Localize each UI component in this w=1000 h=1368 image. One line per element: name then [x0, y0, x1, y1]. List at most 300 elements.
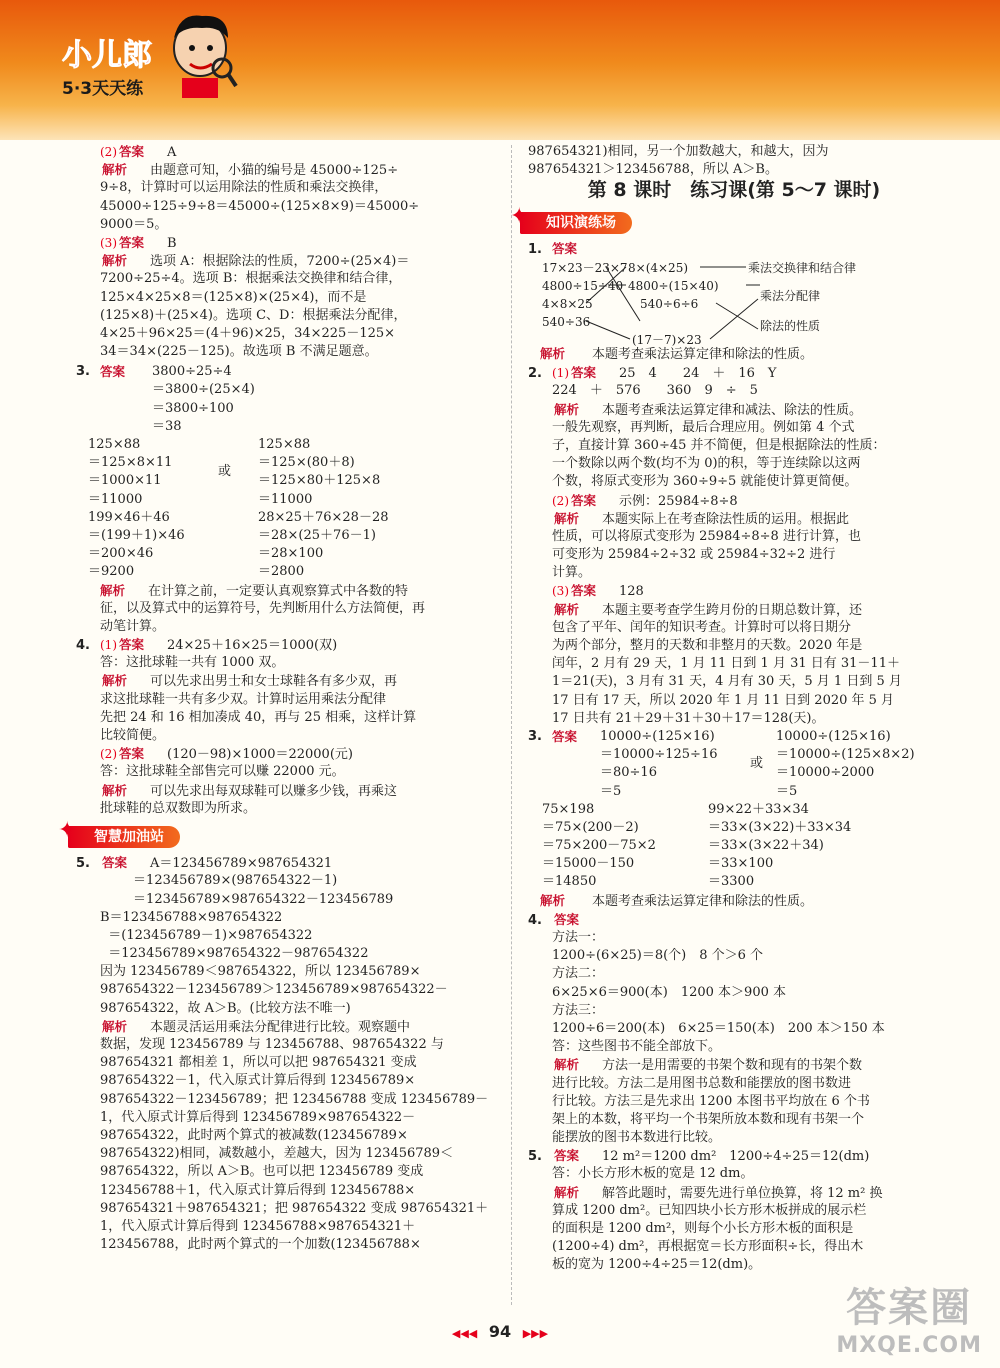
text-line — [76, 709, 498, 727]
calc-block — [542, 801, 708, 892]
answer-tag: 答案 — [571, 492, 597, 508]
text-line — [528, 655, 940, 673]
star-icon: ✦ — [510, 203, 529, 229]
text-line — [528, 637, 940, 655]
calc-line: ＝28×(25＋76－1) — [258, 527, 376, 543]
analysis — [100, 582, 498, 637]
line-text: 求这批球鞋一共有多少双。计算时运用乘法分配律 — [100, 691, 387, 707]
brand-logo — [62, 30, 152, 99]
answer-tag: 答案 — [119, 144, 145, 159]
calc-block — [708, 801, 851, 892]
text-line — [528, 364, 940, 382]
calc-line: 10000÷(125×16) — [600, 728, 715, 744]
sub-question-number: (1) — [100, 638, 117, 653]
text-line — [528, 492, 940, 510]
analysis-tag: 解析 — [554, 1057, 580, 1073]
expr-mid-2: 4800÷(15×40) — [628, 278, 719, 293]
line-text: 本题实际上在考查除法性质的运用。根据此 — [602, 511, 850, 527]
text-line — [76, 1036, 498, 1054]
line-text: 解答此题时，需要先进行单位换算，将 12 m² 换 — [602, 1185, 883, 1201]
text-line — [528, 1075, 940, 1093]
text-line — [528, 619, 940, 637]
line-text: ＝123456789×(987654322－1) — [100, 873, 338, 889]
answer-tag: 答案 — [571, 583, 597, 599]
text-line — [528, 1238, 940, 1256]
line-text: 计算。 — [552, 565, 592, 581]
line-text: 1＝21(天)，3 月有 31 天，4 月有 30 天，5 月 1 日到 5 月 — [552, 674, 902, 690]
calc-block — [258, 436, 380, 509]
text-line — [76, 745, 498, 763]
line-text: 1200÷(6×25)＝8(个) 8 个＞6 个 — [552, 948, 764, 964]
text-line — [76, 1236, 498, 1254]
lesson-title: 第 8 课时 练习课(第 5～7 课时) — [587, 179, 881, 202]
analysis-tag: 解析 — [102, 253, 128, 269]
calc-block — [88, 436, 218, 509]
calc-line: ＝5 — [776, 783, 798, 799]
calc-block — [776, 728, 915, 801]
line-text: 125×4×25×8＝(125×8)×(25×4)，而不是 — [100, 289, 367, 305]
line-text: 答：这批球鞋一共有 1000 双。 — [100, 655, 285, 671]
calc-line: 3800÷25÷4 — [152, 364, 232, 380]
text-line — [76, 1072, 498, 1090]
text-line — [528, 1111, 940, 1129]
expr-mid-4: (17－7)×23 — [632, 332, 702, 347]
line-text: 批球鞋的总双数即为所求。 — [100, 800, 257, 816]
text-line — [528, 929, 940, 947]
text-line — [528, 546, 940, 564]
line-text: ＝(123456789－1)×987654322 — [100, 927, 313, 943]
calc-line: ＝80÷16 — [600, 765, 657, 781]
text-line — [76, 927, 498, 945]
calc-block — [600, 728, 750, 801]
sub-question-number: (2) — [552, 493, 569, 508]
text-line — [528, 582, 940, 600]
expr-left-4: 540÷36 — [542, 314, 591, 329]
line-text: 个数，将原式变形为 360÷9÷5 就能使计算更简便。 — [552, 474, 858, 490]
calc-line: ＝3800÷(25×4) — [152, 382, 255, 398]
line-text: 1，代入原式计算后得到 123456788×987654321＋ — [100, 1218, 416, 1234]
line-text: 征，以及算式中的运算符号，先判断用什么方法简便，再 — [100, 600, 426, 616]
or-label: 或 — [218, 464, 232, 480]
column-divider — [511, 145, 512, 1305]
line-text: 示例：25984÷8÷8 — [619, 493, 738, 509]
line-text: A＝123456789×987654321 — [150, 856, 333, 872]
line-text: 24×25＋16×25＝1000(双) — [167, 638, 338, 654]
text-line — [528, 1038, 940, 1056]
calc-line: ＝75×200－75×2 — [542, 838, 656, 854]
line-text: 答：这些图书不能全部放下。 — [552, 1039, 722, 1055]
calc-line: ＝14850 — [542, 874, 597, 890]
text-line — [76, 1163, 498, 1181]
line-text: 987654322)相同，减数越小，差越大，因为 123456789＜ — [100, 1146, 454, 1162]
text-line — [528, 510, 940, 528]
text-line — [76, 872, 498, 890]
text-line — [528, 692, 940, 710]
calc-line: 987654321＞123456788，所以 A＞B。 — [528, 162, 778, 178]
text-line — [76, 1054, 498, 1072]
line-text: 987654321＋987654321；把 987654322 变成 987654321＋ — [100, 1200, 489, 1216]
line-text: 比较简便。 — [100, 728, 166, 743]
calc-line: ＝33×(3×22＋34) — [708, 838, 824, 854]
text-line — [528, 455, 940, 473]
text-line — [528, 984, 940, 1002]
line-text: 25 4 24 ＋ 16 Y — [619, 366, 777, 382]
question-number: 5. — [76, 856, 90, 872]
line-text: 方法二： — [552, 966, 605, 982]
text-line — [76, 216, 498, 234]
text-line — [76, 727, 498, 745]
law-label-1: 乘法交换律和结合律 — [748, 260, 857, 275]
line-text: 答：这批球鞋全部售完可以赚 22000 元。 — [100, 764, 345, 780]
question-4 — [528, 911, 940, 1147]
line-text: 方法一是用需要的书架个数和现有的书架个数 — [602, 1058, 863, 1074]
text-line — [76, 800, 498, 818]
analysis-tag: 解析 — [102, 673, 128, 689]
text-line — [76, 198, 498, 216]
answer-tag: 答案 — [119, 234, 145, 250]
calc-line: ＝1000×11 — [88, 473, 162, 489]
line-text: 34＝34×(225－125)。故选项 B 不满足题意。 — [100, 344, 378, 360]
calc-line: ＝3300 — [708, 874, 755, 890]
page-number: 94 — [488, 1322, 512, 1341]
calc-block — [88, 509, 258, 582]
line-text: 答：小长方形木板的宽是 12 dm。 — [552, 1166, 754, 1182]
text-line — [528, 965, 940, 983]
line-text: 的面积是 1200 dm²，则每个小长方形木板的面积是 — [552, 1221, 854, 1237]
line-text: (1200÷4) dm²，再根据宽＝长方形面积÷长，得出木 — [552, 1239, 864, 1255]
expr-left-2: 4800÷15÷40 — [542, 278, 624, 293]
text-line — [528, 1056, 940, 1074]
series-name: 5·3天天练 — [62, 79, 144, 99]
banner-label: 智慧加油站 — [94, 828, 164, 845]
calc-line: ＝33×100 — [708, 856, 774, 872]
line-text: (120－98)×1000＝22000(元) — [167, 747, 353, 763]
text-line — [76, 307, 498, 325]
expr-left-1: 17×23－23×7 — [542, 260, 628, 275]
text-line — [76, 782, 498, 800]
text-line — [528, 1220, 940, 1238]
watermark-text: 答案圈 — [846, 1285, 973, 1331]
calc-line: 75×198 — [542, 801, 595, 817]
text-line — [528, 382, 940, 400]
line-text: 由题意可知，小猫的编号是 45000÷125÷ — [150, 163, 399, 179]
answer-tag: 答案 — [102, 855, 128, 871]
text-line — [528, 1020, 940, 1038]
q2-continuation — [76, 143, 498, 361]
line-text: 能摆放的图书本数进行比较。 — [552, 1130, 722, 1146]
analysis-tag: 解析 — [102, 162, 128, 178]
expr-mid-1: 8×(4×25) — [628, 260, 689, 275]
text-line — [528, 710, 940, 728]
line-text: ＝123456789×987654322－123456789 — [100, 891, 394, 907]
text-line — [528, 911, 940, 929]
line-text: A — [167, 145, 177, 160]
line-text: ＝123456789×987654322－987654322 — [100, 946, 369, 962]
watermark — [836, 1276, 982, 1358]
sub-question-number: (3) — [552, 584, 569, 599]
text-line — [76, 981, 498, 999]
calc-line: 10000÷(125×16) — [776, 728, 891, 744]
text-line — [528, 1129, 940, 1147]
line-text: 224 ＋ 576 360 9 ÷ 5 — [552, 383, 758, 399]
text-line — [528, 419, 940, 437]
question-5 — [528, 1147, 940, 1274]
expr-mid-3: 540÷6÷6 — [640, 296, 699, 311]
line-text: 9÷8，计算时可以运用除法的性质和乘法交换律， — [100, 180, 388, 196]
question-number: 4. — [76, 638, 90, 654]
mascot-boy-icon — [162, 8, 240, 100]
text-line — [76, 1127, 498, 1145]
line-text: 进行比较。方法二是用图书总数和能摆放的图书数进 — [552, 1075, 852, 1091]
text-line — [528, 564, 940, 582]
star-icon: ✦ — [58, 817, 77, 843]
text-line — [528, 1256, 940, 1274]
q5-continuation — [528, 143, 940, 179]
text-line — [528, 673, 940, 691]
analysis-tag: 解析 — [554, 601, 580, 617]
calc-line: ＝10000÷125÷16 — [600, 747, 718, 763]
text-line — [76, 270, 498, 288]
line-text: 算成 1200 dm²。已知四块小长方形木板拼成的展示栏 — [552, 1202, 867, 1218]
text-line — [76, 1109, 498, 1127]
question-number: 3. — [76, 364, 90, 380]
text-line — [76, 143, 498, 161]
text-line — [528, 601, 940, 619]
matching-diagram — [528, 259, 928, 345]
line-text: 包含了平年、闰年的知识考查。计算时可以将日期分 — [552, 619, 852, 635]
line-text: 987654322－1，代入原式计算后得到 123456789× — [100, 1073, 416, 1089]
left-column — [58, 143, 498, 1254]
question-number: 4. — [528, 912, 542, 928]
text-line — [76, 1218, 498, 1236]
calc-line: ＝125×(80＋8) — [258, 455, 355, 471]
text-line — [76, 234, 498, 252]
calc-line: ＝200×46 — [88, 546, 154, 562]
calc-line: ＝11000 — [88, 491, 143, 507]
line-text: 数据，发现 123456789 与 123456788、987654322 与 — [100, 1037, 444, 1053]
text-line — [76, 1000, 498, 1018]
sub-question-number: (2) — [100, 747, 117, 762]
text-line — [76, 636, 498, 654]
question-5 — [76, 854, 498, 1254]
answer-tag: 答案 — [119, 637, 145, 653]
watermark-url: MXQE.COM — [836, 1333, 982, 1358]
calc-line: ＝28×100 — [258, 546, 324, 562]
line-text: 板的宽为 1200÷4÷25＝12(dm)。 — [552, 1257, 762, 1273]
brand-name: 小儿郎 — [62, 38, 152, 73]
line-text: 方法三： — [552, 1002, 605, 1018]
sub-question-number: (3) — [100, 235, 117, 250]
line-text: 可以先求出每双球鞋可以赚多少钱，再乘这 — [150, 783, 398, 799]
analysis-tag: 解析 — [102, 1018, 128, 1034]
answer-tag: 答案 — [554, 1148, 580, 1164]
text-line — [76, 854, 498, 872]
calc-line: ＝10000÷(125×8×2) — [776, 747, 915, 763]
section-banner-wisdom — [58, 817, 180, 848]
line-text: 在计算之前，一定要认真观察算式中各数的特 — [148, 583, 409, 599]
analysis-tag: 解析 — [102, 782, 128, 798]
line-text: 一个数除以两个数(均不为 0)的积，等于连续除以这两 — [552, 456, 861, 472]
line-text: 6×25×6＝900(本) 1200 本＞900 本 — [552, 984, 786, 1000]
calc-line: ＝33×(3×22)＋33×34 — [708, 819, 852, 835]
text-line — [76, 325, 498, 343]
text-line — [528, 1202, 940, 1220]
line-text: 4×25＋96×25＝(4＋96)×25，34×225－125× — [100, 325, 396, 341]
line-text: 本题主要考查学生跨月份的日期总数计算，还 — [602, 602, 863, 618]
calc-block — [258, 509, 389, 582]
law-label-2: 乘法分配律 — [760, 288, 821, 303]
line-text: 987654322，故 A＞B。(比较方法不唯一) — [100, 1000, 351, 1016]
line-text: 为两个部分，整月的天数和非整月的天数。2020 年是 — [552, 638, 863, 653]
calc-line: ＝38 — [152, 418, 182, 434]
right-column — [510, 143, 940, 1275]
calc-line: ＝3800÷100 — [152, 400, 234, 416]
text-line — [76, 1182, 498, 1200]
text-line — [76, 252, 498, 270]
line-text: 128 — [619, 584, 644, 600]
line-text: 动笔计算。 — [100, 618, 166, 634]
text-line — [76, 289, 498, 307]
text-line — [528, 1147, 940, 1165]
calc-line: ＝75×(200－2) — [542, 819, 639, 835]
expr-left-3: 4×8×25 — [542, 296, 593, 311]
text-line — [76, 945, 498, 963]
answer-tag: 答案 — [119, 746, 145, 762]
line-text: 因为 123456789＜987654322，所以 123456789× — [100, 964, 421, 980]
line-text: 987654322－123456789＞123456789×987654322－ — [100, 982, 448, 998]
text-line — [528, 437, 940, 455]
line-text: 17 日共有 21＋29＋31＋30＋17＝128(天)。 — [552, 710, 825, 726]
analysis-tag: 解析 — [554, 1184, 580, 1200]
calc-line: ＝11000 — [258, 491, 313, 507]
text-line — [76, 672, 498, 690]
calc-line: ＝2800 — [258, 564, 305, 580]
calc-line: ＝9200 — [88, 564, 135, 580]
line-text: 方法一： — [552, 930, 605, 946]
analysis-tag: 解析 — [100, 582, 126, 598]
text-line — [528, 1184, 940, 1202]
law-label-3: 除法的性质 — [760, 318, 821, 333]
analysis-tag: 解析 — [540, 345, 566, 361]
line-text: 987654321 都相差 1，所以可以把 987654321 变成 — [100, 1055, 417, 1071]
text-line — [528, 401, 940, 419]
right-arrows-icon: ▶▶▶ — [522, 1327, 549, 1340]
answer-tag: 答案 — [100, 364, 126, 380]
line-text: 可以先求出男士和女士球鞋各有多少双，再 — [150, 674, 398, 690]
left-arrows-icon: ◀◀◀ — [451, 1327, 478, 1340]
line-text: 17 日有 17 天，所以 2020 年 1 月 11 日到 2020 年 5 月 — [552, 692, 895, 708]
line-text: 1，代入原式计算后得到 123456789×987654322－ — [100, 1109, 416, 1125]
line-text: (125×8)＋(25×4)。选项 C、D：根据乘法分配律， — [100, 307, 407, 323]
calc-line: 987654321)相同，另一个加数越大，和越大，因为 — [528, 144, 829, 159]
question-2 — [528, 364, 940, 728]
line-text: B — [167, 235, 177, 251]
calc-line: 125×88 — [258, 437, 311, 452]
line-text: 选项 A：根据除法的性质，7200÷(25×4)＝ — [150, 254, 410, 270]
answer-tag: 答案 — [571, 365, 597, 381]
text-line — [76, 909, 498, 927]
text-line — [76, 654, 498, 672]
text-line — [76, 963, 498, 981]
calc-line: ＝125×80＋125×8 — [258, 473, 381, 489]
line-text: 闰年，2 月有 29 天，1 月 11 日到 1 月 31 日有 31－11＋ — [552, 656, 900, 672]
text-line — [528, 1165, 940, 1183]
analysis-text: 本题考查乘法运算定律和除法的性质。 — [592, 893, 814, 909]
answer-tag: 答案 — [552, 240, 578, 256]
calc-line: 199×46＋46 — [88, 509, 170, 525]
line-text: 987654322，此时两个算式的被减数(123456789× — [100, 1127, 408, 1143]
text-line — [76, 343, 498, 361]
text-line — [76, 1145, 498, 1163]
text-line — [76, 691, 498, 709]
text-line — [528, 528, 940, 546]
calc-line: ＝5 — [600, 783, 622, 799]
line-text: 本题考查乘法运算定律和减法、除法的性质。 — [602, 402, 863, 418]
answer-tag: 答案 — [552, 728, 578, 744]
analysis-tag: 解析 — [554, 401, 580, 417]
line-text: 987654322－123456789；把 123456788 变成 123456789－ — [100, 1091, 489, 1107]
line-text: 架上的本数，将平均一个书架所放本数和现有书架一个 — [552, 1111, 865, 1127]
text-line — [528, 1093, 940, 1111]
analysis-tag: 解析 — [554, 510, 580, 526]
calc-line: 125×88 — [88, 437, 141, 452]
sub-question-number: (2) — [100, 145, 117, 159]
page-header — [0, 0, 1000, 140]
section-banner-practice — [510, 203, 632, 234]
line-text: 123456788，此时两个算式的一个加数(123456788× — [100, 1237, 421, 1253]
question-number: 1. — [528, 241, 542, 257]
text-line — [528, 947, 940, 965]
line-text: B＝123456788×987654322 — [100, 909, 283, 925]
sub-question-number: (1) — [552, 366, 569, 381]
text-line — [76, 179, 498, 197]
line-text: 可变形为 25984÷2÷32 或 25984÷32÷2 进行 — [552, 547, 836, 563]
line-text: 9000＝5。 — [100, 216, 168, 232]
question-number: 5. — [528, 1149, 542, 1165]
line-text: 45000÷125÷9÷8＝45000÷(125×8×9)＝45000÷ — [100, 198, 420, 214]
line-text: 子，直接计算 360÷45 并不简便，但是根据除法的性质： — [552, 437, 886, 453]
question-3 — [76, 363, 498, 636]
text-line — [76, 1200, 498, 1218]
text-line — [528, 1002, 940, 1020]
text-line — [76, 763, 498, 781]
text-line — [528, 473, 940, 491]
line-text: 987654322，所以 A＞B。也可以把 123456789 变成 — [100, 1164, 424, 1180]
question-3 — [528, 728, 940, 911]
calc-lines — [152, 363, 255, 436]
answer-tag: 答案 — [554, 911, 580, 927]
question-number: 2. — [528, 366, 542, 382]
analysis-line — [100, 582, 498, 600]
line-text: 1200÷6＝200(本) 6×25＝150(本) 200 本＞150 本 — [552, 1020, 885, 1036]
calc-line: ＝125×8×11 — [88, 455, 173, 471]
or-label: 或 — [750, 756, 764, 772]
analysis-text: 本题考查乘法运算定律和除法的性质。 — [592, 346, 814, 362]
line-text: 行比较。方法三是先求出 1200 本图书平均放在 6 个书 — [552, 1093, 870, 1109]
analysis-line — [100, 600, 498, 618]
line-text: 123456788＋1，代入原式计算后得到 123456788× — [100, 1182, 416, 1198]
calc-line: ＝10000÷2000 — [776, 765, 875, 781]
analysis-tag: 解析 — [540, 892, 566, 908]
line-text: 性质，可以将原式变形为 25984÷8÷8 进行计算，也 — [552, 528, 861, 544]
text-line — [76, 161, 498, 179]
question-number: 3. — [528, 728, 542, 744]
calc-line: 99×22＋33×34 — [708, 801, 809, 817]
line-text: 12 m²＝1200 dm² 1200÷4÷25＝12(dm) — [602, 1149, 870, 1165]
line-text: 7200÷25÷4。选项 B：根据乘法交换律和结合律， — [100, 271, 402, 287]
banner-label: 知识演练场 — [546, 214, 616, 231]
question-4 — [76, 636, 498, 818]
